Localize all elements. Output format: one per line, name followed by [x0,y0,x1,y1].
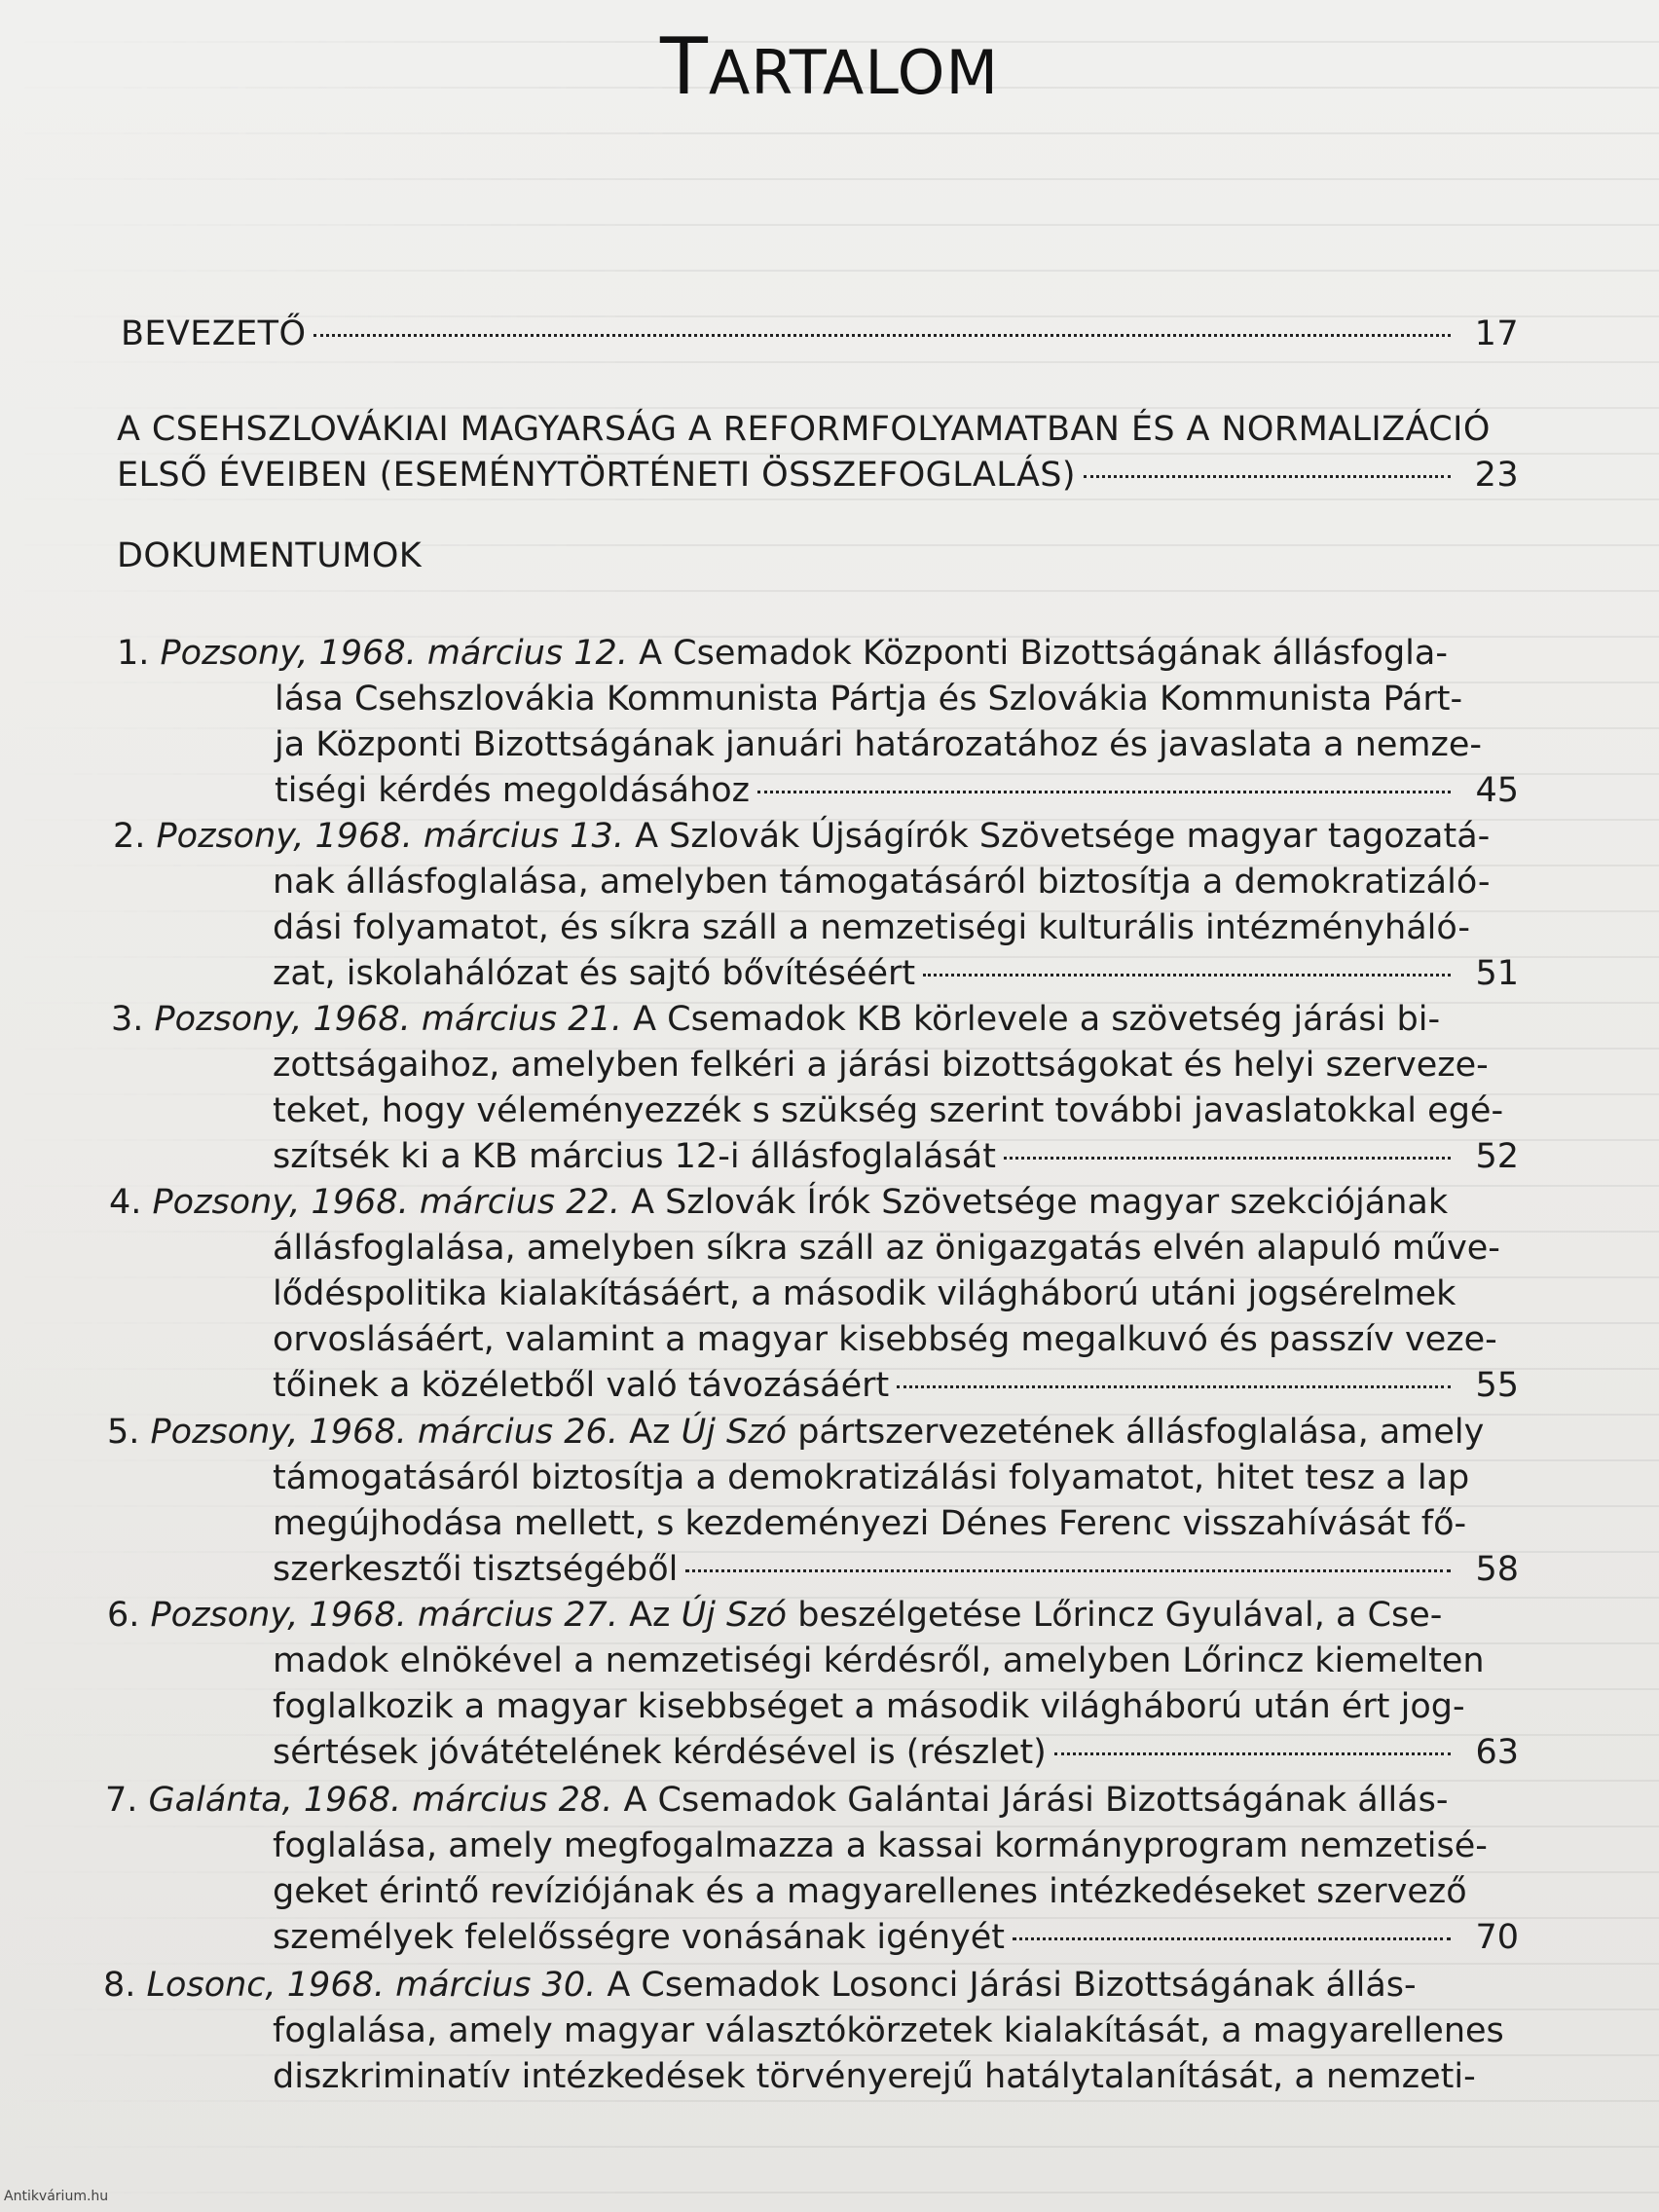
page-number: 70 [1475,1918,1519,1957]
page-number: 23 [1474,456,1519,495]
dot-leader [897,1385,1451,1388]
page-number: 52 [1475,1137,1519,1176]
toc-entry-doc-6[interactable]: 6. Pozsony, 1968. március 27. Az Új Szó beszélgetése Lőrincz Gyulával, a Cse- madok elnökével a nemzetiségi kérdésről, amelyben Lőrincz kiemelten foglalkozik a magyar kisebbséget a második világháború után ért jog- sértések jóvátételének kérdésével is (részlet) 63 [107,1593,1519,1776]
dot-leader [1084,475,1451,478]
page-title: TARTALOM [660,21,999,112]
page-number: 17 [1474,314,1519,353]
toc-entry-bevezeto[interactable] [121,312,1519,357]
toc-entry-doc-5[interactable]: 5. Pozsony, 1968. március 26. Az Új Szó pártszervezetének állásfoglalása, amely támogatásáról biztosítja a demokratizálási folyamatot, hitet tesz a lap megújhodása mellett, s kezdeményezi Dénes Ferenc visszahívását fő- szerkesztői tisztségéből 58 [107,1410,1519,1593]
toc-entry-doc-2[interactable]: 2. Pozsony, 1968. március 13. A Szlovák Újságírók Szövetsége magyar tagozatá- nak állásfoglalása, amelyben támogatásáról biztosítja a demokratizáló- dási folyamatot, és síkra száll a nemzetiségi kulturális intézményháló- zat, iskolahálózat és sajtó bővítéséért 51 [113,814,1519,997]
toc-entry-line: ELSŐ ÉVEIBEN (ESEMÉNYTÖRTÉNETI ÖSSZEFOGLALÁS) [117,456,1076,495]
page-number: 55 [1475,1366,1519,1405]
dot-leader [1004,1157,1451,1160]
page-number: 45 [1475,771,1519,810]
toc-entry-line: A CSEHSZLOVÁKIAI MAGYARSÁG A REFORMFOLYAMATBAN ÉS A NORMALIZÁCIÓ [117,410,1491,449]
watermark-antikvarium: Antikvárium.hu [4,2189,109,2204]
toc-entry-doc-8[interactable]: 8. Losonc, 1968. március 30. A Csemadok Losonci Járási Bizottságának állás- foglalása, amely magyar választókörzetek kialakítását, a magyarellenes diszkriminatív intézkedések törvényerejű hatálytalanítását, a nemzeti- [103,1966,1504,2096]
page-number: 58 [1475,1550,1519,1589]
dot-leader [313,334,1451,337]
toc-entry-doc-7[interactable]: 7. Galánta, 1968. március 28. A Csemadok Galántai Járási Bizottságának állás- foglalása, amely megfogalmazza a kassai kormányprogram nemzetisé- geket érintő revíziójának és a magyarellenes intézkedéseket szervező személyek felelősségre vonásának igényét 70 [105,1778,1519,1961]
toc-entry-doc-1[interactable]: 1. Pozsony, 1968. március 12. A Csemadok Központi Bizottságának állásfogla- lása Csehszlovákia Kommunista Pártja és Szlovákia Kommunista Párt- ja Központi Bizottságának januári határozatához és javaslata a nemze- tiségi kérdés megoldásához 45 [117,631,1519,814]
dot-leader [685,1569,1451,1572]
toc-entry-doc-4[interactable]: 4. Pozsony, 1968. március 22. A Szlovák Írók Szövetsége magyar szekciójának állásfoglalása, amelyben síkra száll az önigazgatás elvén alapuló műve- lődéspolitika kialakításáért, a második világháború utáni jogsérelmek orvoslásáért, valamint a magyar kisebbség megalkuvó és passzív veze- tőinek a közéletből való távozásáért 55 [109,1180,1519,1409]
toc-entry-doc-3[interactable]: 3. Pozsony, 1968. március 21. A Csemadok KB körlevele a szövetség járási bi- zottságaihoz, amelyben felkéri a járási bizottságokat és helyi szerveze- teket, hogy véleményezzék s szükség szerint további javaslatokkal egé- szítsék ki a KB március 12-i állásfoglalását 52 [111,997,1519,1180]
dot-leader [1054,1752,1451,1755]
page-number: 51 [1475,954,1519,993]
toc-entry-esemenytortenet[interactable] [117,407,1519,498]
section-heading-dokumentumok: DOKUMENTUMOK [117,536,423,575]
page-number: 63 [1475,1733,1519,1772]
dot-leader [757,791,1451,793]
dot-leader [923,974,1451,977]
dot-leader [1013,1937,1451,1940]
toc-entry-label: BEVEZETŐ [121,314,307,353]
